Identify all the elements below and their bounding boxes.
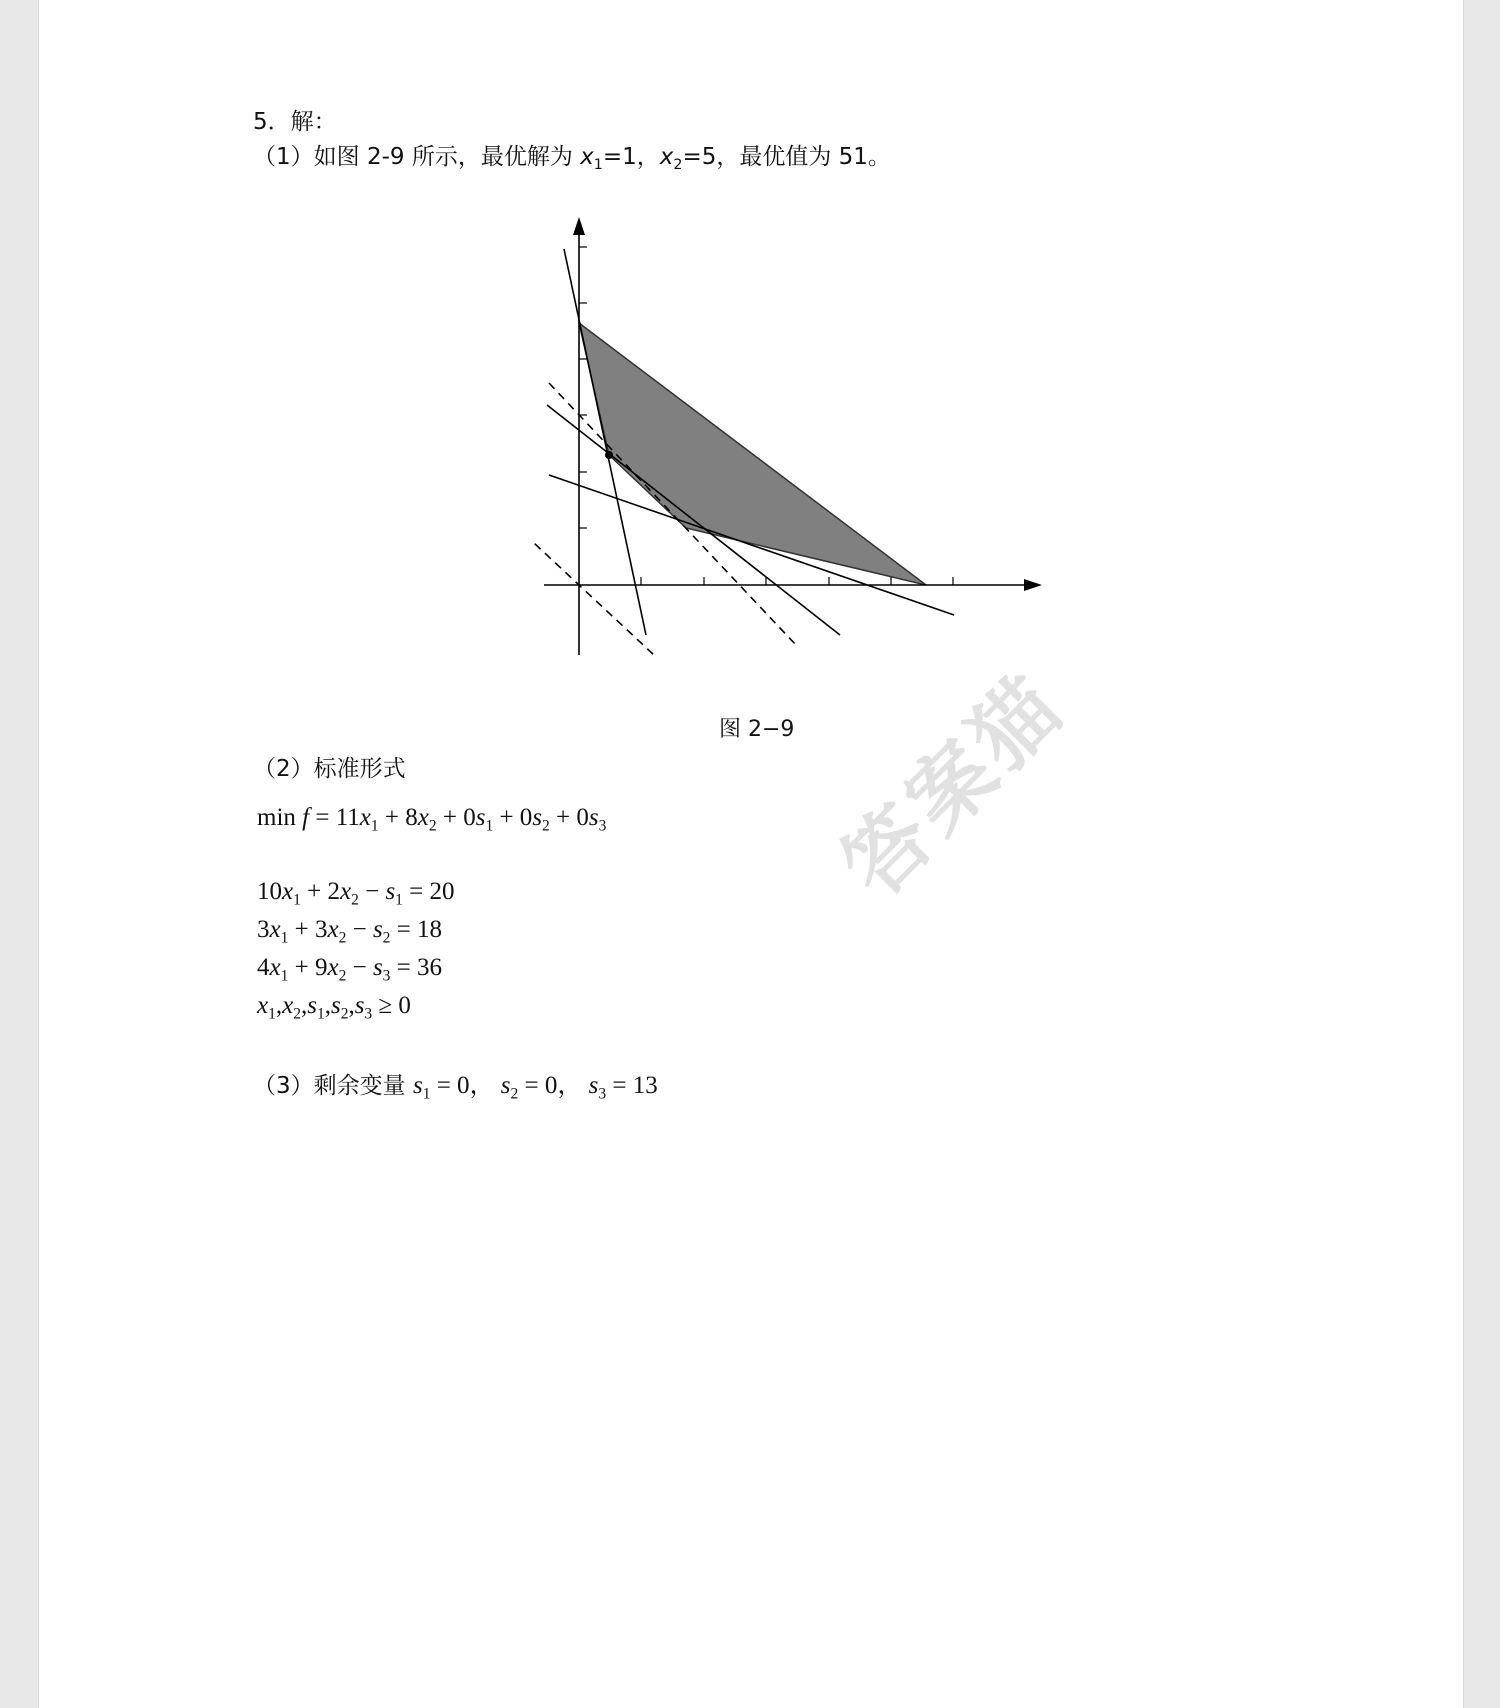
c1-minus: − xyxy=(358,878,386,905)
p3-s3-sub: 3 xyxy=(598,1085,607,1103)
y-axis-arrow xyxy=(573,217,585,235)
obj-x1: x xyxy=(359,804,371,831)
c2-coef1: 3 xyxy=(257,916,270,943)
nn-x2: x xyxy=(282,992,294,1019)
c3-x2: x xyxy=(327,954,339,981)
min-keyword: min xyxy=(257,804,303,831)
part3-prefix: （3）剩余变量 xyxy=(253,1073,413,1099)
c1-coef1: 10 xyxy=(257,878,282,905)
c3-x1: x xyxy=(269,954,281,981)
nonnegativity: $x_1,x_2,s_1,s_2,s_3 \ge 0$ xyxy=(257,992,411,1023)
figure-caption: 图 2−9 xyxy=(719,717,795,742)
c3-s: s xyxy=(372,954,383,981)
c2-x1: x xyxy=(269,916,281,943)
c3-coef1: 4 xyxy=(257,954,270,981)
f-var: f xyxy=(302,804,310,831)
p3-s1-sub: 1 xyxy=(422,1085,431,1103)
obj-s1: s xyxy=(475,804,486,831)
nn-x1-sub: 1 xyxy=(268,1005,276,1023)
c2-s-sub: 2 xyxy=(382,929,391,947)
part2-label: （2）标准形式 xyxy=(253,756,406,782)
obj-x1-sub: 1 xyxy=(370,817,379,835)
obj-s1-sub: 1 xyxy=(485,817,494,835)
c1-x2-sub: 2 xyxy=(351,891,359,909)
c1-s-sub: 1 xyxy=(395,891,403,909)
nn-x2-sub: 2 xyxy=(293,1005,301,1023)
nn-s3-sub: 3 xyxy=(364,1005,373,1023)
constraint-1 xyxy=(257,878,455,909)
objective-function xyxy=(257,804,607,835)
obj-term4: + 0 xyxy=(493,804,533,831)
x1-sub: 1 xyxy=(593,156,603,173)
c1-x2: x xyxy=(339,878,352,905)
c3-s-sub: 3 xyxy=(382,967,391,985)
x1-value: =1， xyxy=(602,144,660,170)
c2-rhs: = 18 xyxy=(390,916,443,943)
p3-s3: s xyxy=(588,1072,599,1099)
c3-x2-sub: 2 xyxy=(338,967,347,985)
c2-x1-sub: 1 xyxy=(280,929,289,947)
nn-s1-sub: 1 xyxy=(316,1005,325,1023)
obj-s2: s xyxy=(532,804,543,831)
p3-s1: s xyxy=(412,1072,423,1099)
p3-s2: s xyxy=(500,1072,511,1099)
constraint-3 xyxy=(257,954,443,985)
c2-s: s xyxy=(372,916,383,943)
p3-s1-val: = 0， xyxy=(430,1072,501,1099)
c1-s: s xyxy=(385,878,396,905)
nn-geq: ≥ 0 xyxy=(372,992,411,1019)
question-number: 5．解： xyxy=(253,109,337,135)
c2-x2-sub: 2 xyxy=(338,929,347,947)
obj-term2: + 8 xyxy=(378,804,418,831)
part3-answer xyxy=(253,1065,658,1101)
c3-rhs: = 36 xyxy=(390,954,443,981)
c1-coef2: + 2 xyxy=(300,878,340,905)
obj-x2-sub: 2 xyxy=(428,817,437,835)
part1-prefix: （1）如图 2-9 所示，最优解为 xyxy=(253,144,581,170)
c2-coef2: + 3 xyxy=(288,916,328,943)
nn-s3: s xyxy=(354,992,365,1019)
obj-s2-sub: 2 xyxy=(542,817,550,835)
x-axis-arrow xyxy=(1024,579,1042,591)
p3-s2-sub: 2 xyxy=(510,1085,519,1103)
obj-term1: = 11 xyxy=(309,804,360,831)
x2-var: x xyxy=(659,144,674,170)
nn-s1: s xyxy=(307,992,317,1019)
nn-x1: x xyxy=(257,992,269,1019)
nn-s2-sub: 2 xyxy=(340,1005,349,1023)
part1-suffix: 最优值为 51。 xyxy=(739,144,891,170)
c3-x1-sub: 1 xyxy=(280,967,289,985)
x2-sub: 2 xyxy=(673,156,683,173)
document-page xyxy=(38,0,1464,1708)
x2-value: =5， xyxy=(682,144,740,170)
nn-s2: s xyxy=(330,992,341,1019)
p3-s3-val: = 13 xyxy=(606,1072,658,1099)
c3-minus: − xyxy=(346,954,373,981)
obj-s3-sub: 3 xyxy=(598,817,607,835)
x1-var: x xyxy=(580,144,594,170)
p3-s2-val: = 0， xyxy=(518,1072,589,1099)
c2-minus: − xyxy=(346,916,373,943)
part1-answer xyxy=(253,138,891,171)
c2-x2: x xyxy=(327,916,339,943)
obj-s3: s xyxy=(588,804,599,831)
obj-term3: + 0 xyxy=(436,804,476,831)
c1-x1-sub: 1 xyxy=(293,891,301,909)
c3-coef2: + 9 xyxy=(288,954,328,981)
c1-rhs: = 20 xyxy=(402,878,455,905)
obj-x2: x xyxy=(417,804,429,831)
optimal-point xyxy=(605,451,613,459)
obj-term5: + 0 xyxy=(549,804,589,831)
feasible-region-figure xyxy=(534,215,1054,685)
constraint-2 xyxy=(257,916,443,947)
c1-x1: x xyxy=(282,878,294,905)
watermark: 答案猫 xyxy=(823,654,1084,916)
